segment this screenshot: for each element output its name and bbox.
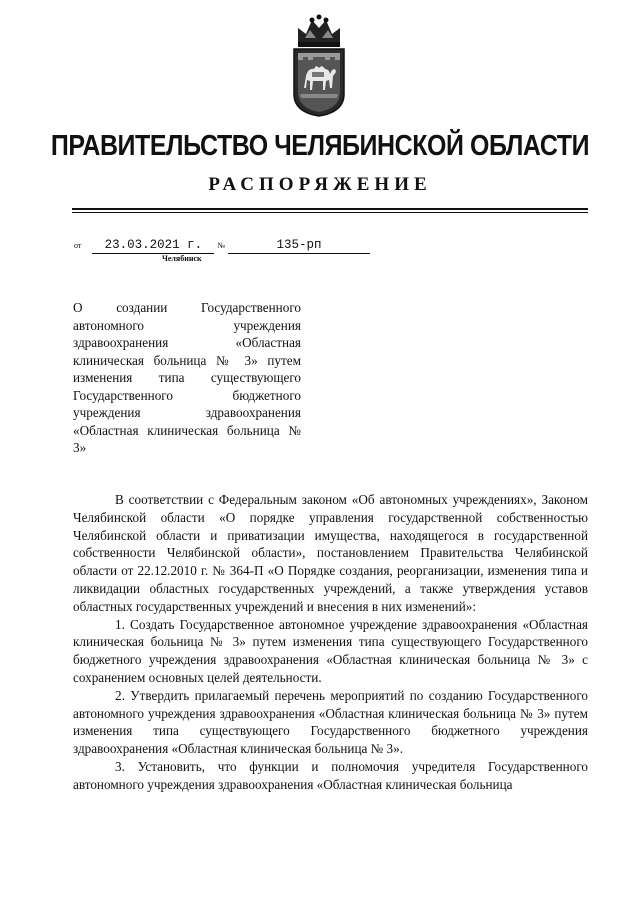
header-rule-thick [72, 208, 588, 210]
city-label: Челябинск [162, 254, 202, 263]
document-number: 135-рп [228, 237, 370, 254]
date-prefix: от [74, 241, 82, 250]
header-rule-thin [72, 212, 588, 213]
body-paragraph-item-3: 3. Установить, что функции и полномочия учредителя Государственного автономного учреждения здравоохранения «Областная клиническая больница [73, 758, 588, 792]
body-paragraph-preamble: В соответствии с Федеральным законом «Об автономных учреждениях», Законом Челябинской области «О порядке управления государственной собственностью Челябинской области и приватизации имущества, находящегося в государственной собственности Челябинской области», постановлением Правительства Челябинской области от 22.12.2010 г. № 364-П «О Порядке создания, реорганизации, изменения типа и ликвидации областных государственных учреждений, а также утверждения уставов областных государственных учреждений и внесения в них изменений»: [73, 492, 588, 614]
document-subject: О создании Государственного автономного учреждения здравоохранения «Областная клиническая больница № 3» путем изменения типа существующего Государственного бюджетного учреждения здравоохранения «Областная клиническая больница № 3» [73, 300, 301, 455]
government-title: ПРАВИТЕЛЬСТВО ЧЕЛЯБИНСКОЙ ОБЛАСТИ [50, 130, 590, 162]
document-type: РАСПОРЯЖЕНИЕ [208, 174, 432, 195]
body-paragraph-item-1: 1. Создать Государственное автономное учреждение здравоохранения «Областная клиническая больница № 3» путем изменения типа существующего Государственного бюджетного учреждения здравоохранения «Областная клиническая больница № 3» с сохранением основных целей деятельности. [73, 616, 588, 685]
crown-icon [298, 15, 340, 48]
body-paragraph-item-2: 2. Утвердить прилагаемый перечень мероприятий по созданию Государственного автономного учреждения здравоохранения «Областная клиническая больница № 3» путем изменения типа существующего Государственного бюджетного учреждения здравоохранения «Областная клиническая больница № 3». [73, 687, 588, 757]
document-body [73, 491, 588, 794]
coat-of-arms-icon [288, 14, 350, 118]
number-sign: № [217, 241, 226, 250]
date-number-line [74, 236, 370, 254]
document-date: 23.03.2021 г. [92, 237, 214, 254]
